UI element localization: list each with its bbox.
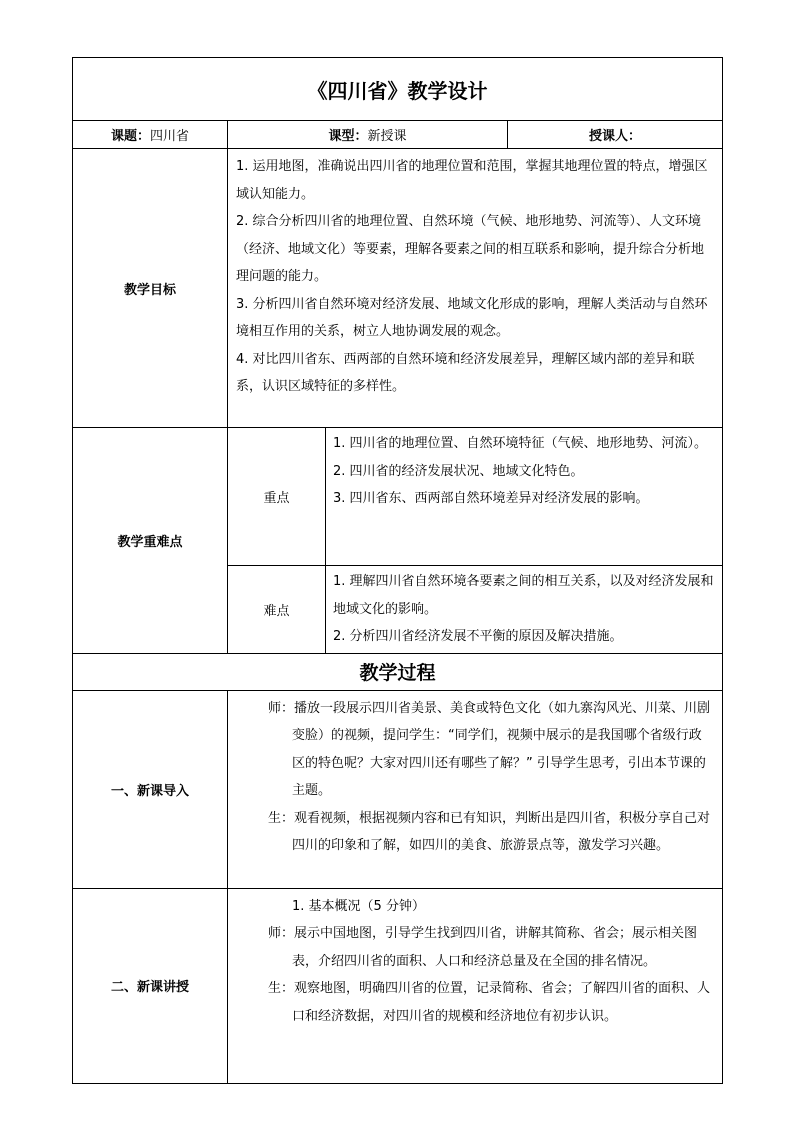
focus-label: 重点	[228, 428, 326, 566]
teacher-label: 授课人：	[588, 129, 641, 144]
difficulty-item: 1. 理解四川省自然环境各要素之间的相互关系，以及对经济发展和地域文化的影响。	[333, 574, 714, 617]
lesson-type-label: 课型：	[328, 129, 368, 144]
objective-item: 2. 综合分析四川省的地理位置、自然环境（气候、地形地势、河流等）、人文环境（经济、地域文化）等要素，理解各要素之间的相互联系和影响，提升综合分析地理问题的能力。	[236, 214, 705, 284]
student-paragraph: 生：观看视频，根据视频内容和已有知识，判断出是四川省，积极分享自己对四川的印象和了解，如四川的美食、旅游景点等，激发学习兴趣。	[268, 810, 711, 853]
teacher-paragraph: 师：展示中国地图，引导学生找到四川省，讲解其简称、省会；展示相关图表，介绍四川省的面积、人口和经济总量及在全国的排名情况。	[268, 926, 698, 969]
objective-item: 1. 运用地图，准确说出四川省的地理位置和范围，掌握其地理位置的特点，增强区域认知能力。	[236, 159, 708, 202]
lesson-type-value: 新授课	[367, 129, 407, 144]
process-heading: 教学过程	[73, 653, 723, 690]
meta-row	[73, 121, 723, 149]
topic-label: 课题：	[110, 129, 150, 144]
difficulty-label: 难点	[228, 566, 326, 654]
focus-row	[73, 428, 723, 566]
focus-item: 1. 四川省的地理位置、自然环境特征（气候、地形地势、河流）。	[333, 436, 708, 451]
focus-item: 2. 四川省的经济发展状况、地域文化特色。	[333, 463, 584, 479]
student-paragraph: 生：观察地图，明确四川省的位置，记录简称、省会；了解四川省的面积、人口和经济数据，对四川省的规模和经济地位有初步认识。	[268, 981, 711, 1024]
intro-label: 一、新课导入	[73, 690, 228, 888]
focus-content	[326, 428, 723, 566]
intro-content	[228, 690, 723, 888]
lecture-subheading: 1. 基本概况（5 分钟）	[292, 898, 425, 914]
teacher-paragraph: 师：播放一段展示四川省美景、美食或特色文化（如九寨沟风光、川菜、川剧变脸）的视频，提问学生：“同学们，视频中展示的是我国哪个省级行政区的特色呢？大家对四川还有哪些了解？” 引导学生思考，引出本节课的主题。	[268, 700, 711, 798]
objectives-label: 教学目标	[73, 149, 228, 428]
difficulty-item: 2. 分析四川省经济发展不平衡的原因及解决措施。	[333, 629, 623, 644]
difficulty-content	[326, 566, 723, 654]
topic-value: 四川省	[150, 129, 190, 144]
objectives-row	[73, 149, 723, 428]
focus-item: 3. 四川省东、西两部自然环境差异对经济发展的影响。	[333, 491, 649, 506]
key-points-label: 教学重难点	[73, 428, 228, 654]
objective-item: 3. 分析四川省自然环境对经济发展、地域文化形成的影响，理解人类活动与自然环境相互作用的关系，树立人地协调发展的观念。	[236, 296, 708, 339]
objective-item: 4. 对比四川省东、西两部的自然环境和经济发展差异，理解区域内部的差异和联系，认识区域特征的多样性。	[236, 351, 695, 394]
lesson-type-cell	[228, 121, 508, 149]
document-title: 《四川省》教学设计	[73, 58, 723, 121]
lesson-plan-table	[72, 57, 723, 1084]
objectives-content	[228, 149, 723, 428]
topic-cell	[73, 121, 228, 149]
lecture-row	[73, 888, 723, 1083]
teacher-cell	[508, 121, 723, 149]
lecture-content	[228, 888, 723, 1083]
lecture-label: 二、新课讲授	[73, 888, 228, 1083]
intro-row	[73, 690, 723, 888]
